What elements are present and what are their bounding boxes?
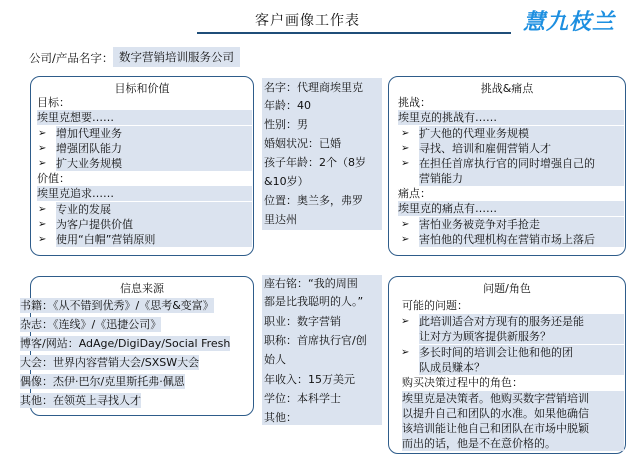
persona-name: 名字：代理商埃里克	[264, 81, 363, 94]
pain-item: ➢ 害怕业务被竞争对手抢走	[419, 217, 624, 232]
company-value: 数字营销培训服务公司	[113, 47, 240, 67]
challenge-intro: 埃里克的挑战有……	[398, 110, 624, 125]
pain-item: ➢ 害怕他的代理机构在营销市场上落后	[419, 232, 624, 247]
questions-heading: 问题/角色	[483, 282, 531, 295]
wants-label: 埃里克想要……	[37, 110, 252, 125]
profile-title: 职称：首席执行官/创	[264, 334, 367, 347]
persona-location-cont: 里达州	[264, 213, 297, 226]
sources-idols: 偶像：杰伊·巴尔/克里斯托弗·佩恩	[20, 375, 185, 388]
persona-location: 位置：奥兰多，弗罗	[264, 194, 363, 207]
pursue-item: ➢ 使用“白帽”营销原则	[56, 232, 252, 247]
role-text: 以提升自己和团队的水准。如果他确信	[402, 406, 624, 421]
sources-books: 书籍：《从不错到优秀》/《思考&变富》	[20, 299, 214, 312]
sources-magazines: 杂志：《连线》/《迅捷公司》	[20, 318, 162, 331]
question-item: ➢ 此培训适合对方现有的服务还是能	[419, 314, 624, 329]
profile-job: 职业：数字营销	[264, 315, 341, 328]
persona-kids: 孩子年龄：2个（8岁	[264, 156, 366, 169]
profile-motto-cont: 都是比我聪明的人。”	[264, 295, 364, 308]
logo-text: 慧九枝兰	[523, 10, 616, 35]
possible-questions-label: 可能的问题：	[402, 299, 468, 312]
challenge-item: ➢ 扩大他的代理业务规模	[419, 126, 624, 141]
goals-heading: 目标和价值	[114, 82, 170, 95]
persona-age: 年龄：40	[264, 99, 311, 112]
sources-conferences: 大会：世界内容营销大会/SXSW大会	[20, 356, 200, 369]
company-label: 公司/产品名字：	[29, 51, 114, 65]
persona-kids-cont: &10岁）	[264, 175, 309, 188]
want-item: ➢ 扩大业务规模	[56, 156, 252, 171]
challenge-item: ➢ 在担任首席执行官的同时增强自己的	[419, 156, 624, 171]
sources-other: 其他：在领英上寻找人才	[20, 394, 141, 407]
sources-blogs: 博客/网站：AdAge/DigiDay/Social Fresh	[20, 337, 231, 350]
pain-label: 痛点：	[398, 187, 431, 200]
challenges-heading: 挑战&痛点	[480, 82, 534, 95]
role-text: 而出的话，他是不在意价格的。	[402, 436, 624, 451]
persona-marital: 婚姻状况：已婚	[264, 137, 341, 150]
profile-income: 年收入：15万美元	[264, 373, 355, 386]
role-label: 购买决策过程中的角色：	[402, 376, 523, 389]
sources-heading: 信息来源	[120, 282, 164, 295]
brand-logo	[523, 5, 633, 35]
role-text: 埃里克是决策者。他购买数字营销培训	[402, 391, 624, 406]
pain-intro: 埃里克的痛点有……	[398, 201, 624, 216]
persona-gender: 性别：男	[264, 118, 308, 131]
value-label: 价值：	[37, 172, 70, 185]
challenge-item-cont: 营销能力	[419, 171, 624, 186]
challenge-item: ➢ 寻找、培训和雇佣营销人才	[419, 141, 624, 156]
pursue-item: ➢ 专业的发展	[56, 202, 252, 217]
question-item-cont: 让对方为顾客提供新服务？	[419, 329, 624, 344]
profile-motto: 座右铭：“我的周围	[264, 277, 358, 290]
goal-label: 目标：	[37, 96, 70, 109]
profile-title-cont: 始人	[264, 353, 286, 366]
pursue-label: 埃里克追求……	[37, 186, 252, 201]
question-item: ➢ 多长时间的培训会让他和他的团	[419, 345, 624, 360]
title-underline	[197, 32, 511, 34]
profile-other: 其他：	[264, 411, 297, 424]
question-item-cont: 队成员赚本？	[419, 360, 624, 375]
want-item: ➢ 增强团队能力	[56, 141, 252, 156]
profile-degree: 学位：本科学士	[264, 392, 341, 405]
page-title: 客户画像工作表	[255, 13, 360, 29]
challenge-label: 挑战：	[398, 96, 431, 109]
want-item: ➢ 增加代理业务	[56, 126, 252, 141]
pursue-item: ➢ 为客户提供价值	[56, 217, 252, 232]
role-text: 该培训能让他自己和团队在市场中脱颖	[402, 421, 624, 436]
